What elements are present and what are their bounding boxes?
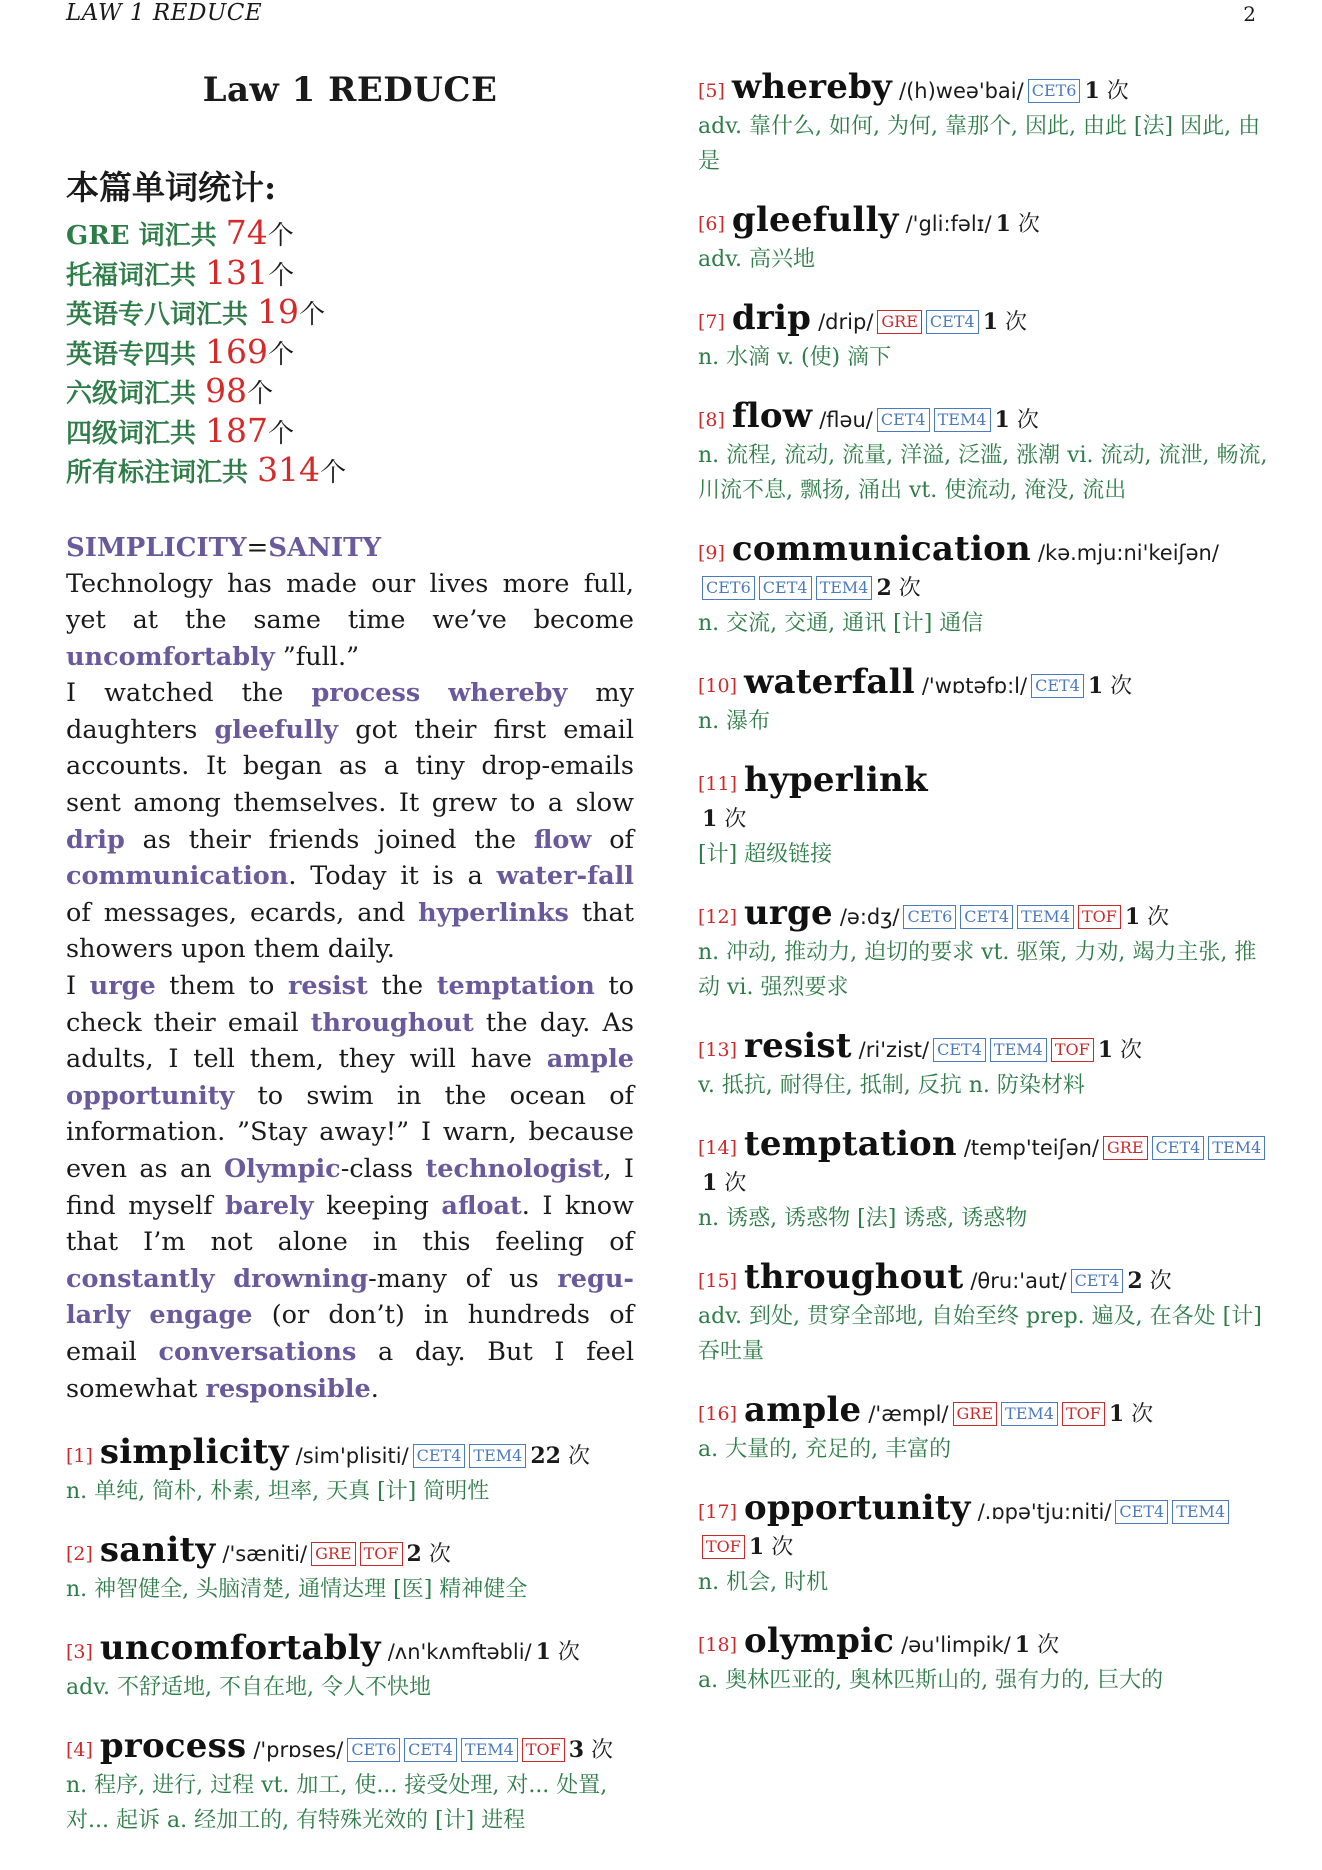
story-fragment: of — [591, 824, 634, 855]
vocab-entry-head — [698, 298, 1270, 340]
exam-tag: CET6 — [347, 1738, 400, 1762]
entry-pronunciation: /ʌn'kʌmftəbli/ — [387, 1640, 532, 1665]
story-fragment: as their friends joined the — [124, 824, 534, 855]
vocab-entry — [698, 529, 1270, 641]
story-fragment: to swim in the ocean of information. ”Stay away!” I warn, because even as an — [66, 1080, 634, 1184]
entry-definition: n. 水滴 v. (使) 滴下 — [698, 345, 892, 370]
exam-tag: CET4 — [960, 905, 1013, 929]
stat-line — [66, 331, 634, 374]
entry-definition: n. 神智健全, 头脑清楚, 通情达理 [医] 精神健全 — [66, 1577, 528, 1603]
entry-word: simplicity — [99, 1432, 289, 1473]
entry-definition: n. 机会, 时机 — [698, 1570, 829, 1595]
entry-count: 1 — [995, 211, 1011, 237]
entry-index: [2] — [66, 1543, 93, 1566]
running-head-title: LAW 1 REDUCE — [66, 0, 263, 26]
entry-index: [1] — [66, 1445, 93, 1468]
exam-tag: TEM4 — [1208, 1136, 1265, 1160]
stat-label: 所有标注词汇共 — [66, 458, 258, 488]
vocab-entry-head — [698, 1390, 1270, 1432]
entry-count: 2 — [1127, 1268, 1143, 1294]
story-fragment: a day. But I feel somewhat — [66, 1336, 634, 1404]
entry-definition: [计] 超级链接 — [698, 842, 833, 867]
entry-pronunciation: /əu'limpik/ — [901, 1633, 1011, 1657]
entry-count: 1 — [748, 1534, 765, 1560]
exam-tag: TEM4 — [816, 576, 873, 600]
entry-pronunciation: /'æmpl/ — [868, 1402, 949, 1426]
story-fragment: Technology has made our lives more full, yet at the same time we’ve become — [66, 568, 634, 636]
entry-definition: n. 单纯, 简朴, 朴素, 坦率, 天真 [计] 简明性 — [66, 1479, 490, 1505]
exam-tag: TEM4 — [1172, 1500, 1229, 1524]
entry-count-unit: 次 — [724, 807, 747, 832]
entry-index: [4] — [66, 1739, 93, 1762]
entry-word: temptation — [744, 1124, 957, 1164]
entry-word: uncomfortably — [99, 1628, 381, 1669]
vocab-entry-head — [698, 200, 1270, 242]
story-fragment: I — [66, 971, 90, 1002]
vocab-entry — [698, 893, 1270, 1005]
highlighted-word: uncomfortably — [66, 641, 275, 672]
highlighted-word: conversations — [158, 1336, 357, 1367]
highlighted-word: constantly — [66, 1263, 215, 1294]
entry-pronunciation: /ə:dʒ/ — [839, 905, 900, 929]
exam-tag: CET4 — [1115, 1500, 1168, 1524]
entry-count-unit: 次 — [1147, 905, 1170, 930]
page-number: 2 — [1243, 2, 1256, 26]
entry-count-unit: 次 — [1017, 212, 1040, 237]
exam-tag: CET6 — [702, 576, 755, 600]
entry-index: [8] — [698, 409, 725, 431]
entry-count-unit: 次 — [1120, 1038, 1143, 1063]
story-fragment — [215, 1264, 234, 1294]
exam-tag: TEM4 — [461, 1738, 518, 1762]
exam-tag: TOF — [702, 1535, 745, 1559]
exam-tag: CET6 — [1028, 79, 1081, 103]
entry-index: [16] — [698, 1403, 738, 1425]
entry-count-unit: 次 — [1005, 310, 1028, 335]
story-fragment: them to — [155, 971, 288, 1002]
entry-count: 2 — [876, 575, 892, 601]
entry-pronunciation: /sim'plisiti/ — [295, 1444, 409, 1469]
highlighted-word: process — [311, 678, 421, 709]
entry-index: [7] — [698, 311, 725, 333]
stat-line — [66, 252, 634, 295]
stat-label: 英语专四共 — [66, 339, 206, 370]
highlighted-word: hyperlinks — [418, 897, 569, 928]
vocab-entry — [66, 1628, 634, 1705]
highlighted-word: responsible — [205, 1373, 371, 1404]
story-fragment: ”full.” — [274, 641, 360, 672]
stat-unit: 个 — [267, 221, 294, 251]
entry-word: throughout — [744, 1257, 964, 1297]
entry-count: 1 — [702, 806, 718, 832]
entry-count: 1 — [1014, 1632, 1031, 1658]
entry-count: 1 — [994, 407, 1010, 433]
exam-tag: TEM4 — [469, 1444, 526, 1468]
highlighted-word: ample — [546, 1044, 634, 1075]
story-fragment: . I know that I’m not alone in this feeling of — [66, 1190, 634, 1258]
vocab-entry-head — [698, 760, 1270, 837]
stat-count: 169 — [205, 331, 269, 371]
entry-definition: adv. 不舒适地, 不自在地, 令人不快地 — [66, 1675, 431, 1701]
exam-tag: CET4 — [1152, 1136, 1205, 1160]
entry-pronunciation: /temp'teiʃən/ — [963, 1136, 1099, 1160]
right-column — [698, 67, 1270, 1722]
entry-count-unit: 次 — [898, 576, 921, 601]
vocab-entry — [698, 396, 1270, 508]
highlighted-word: regu-larly — [66, 1263, 634, 1331]
vocab-entry — [698, 1026, 1270, 1103]
entry-pronunciation: /fləu/ — [819, 408, 873, 432]
entry-count: 1 — [1124, 904, 1141, 930]
entry-definition: n. 诱惑, 诱惑物 [法] 诱惑, 诱惑物 — [698, 1206, 1028, 1231]
exam-tag: TOF — [1078, 905, 1121, 929]
exam-tag: CET6 — [903, 905, 956, 929]
entry-pronunciation: /ri'zist/ — [858, 1038, 930, 1062]
exam-tag: TOF — [1062, 1402, 1105, 1426]
stat-unit: 个 — [268, 339, 295, 370]
highlighted-word: gleefully — [214, 714, 339, 745]
entry-word: opportunity — [744, 1488, 971, 1528]
stat-count: 19 — [257, 292, 300, 331]
highlighted-word: afloat — [441, 1190, 522, 1221]
story-title-part-b: SANITY — [268, 532, 382, 563]
vocab-entry-head — [698, 1257, 1270, 1299]
stat-line — [66, 373, 634, 413]
vocab-entry — [698, 1390, 1270, 1467]
entry-index: [3] — [66, 1641, 93, 1664]
entry-count-unit: 次 — [1131, 1402, 1154, 1427]
vocab-entry — [66, 1432, 634, 1509]
entry-pronunciation: /.ɒpə'tju:niti/ — [977, 1500, 1112, 1524]
vocab-entry-head — [66, 1628, 634, 1670]
entry-index: [11] — [698, 773, 738, 795]
stat-unit: 个 — [268, 418, 295, 449]
entry-count: 1 — [1097, 1037, 1114, 1063]
highlighted-word: barely — [225, 1190, 314, 1221]
highlighted-word: technologist — [425, 1154, 604, 1184]
exam-tag: TEM4 — [934, 408, 991, 432]
vocab-entry-head — [698, 1124, 1270, 1201]
stat-line — [66, 215, 634, 255]
stat-unit: 个 — [247, 379, 274, 409]
story-fragment: of messages, ecards, and — [66, 897, 419, 928]
vocab-entry-head — [698, 396, 1270, 438]
entry-definition: n. 瀑布 — [698, 709, 771, 734]
story-fragment: I watched the — [66, 678, 312, 709]
highlighted-word: whereby — [448, 678, 568, 709]
vocab-entry — [698, 1488, 1270, 1600]
exam-tag: CET4 — [404, 1738, 457, 1762]
entry-definition: n. 流程, 流动, 流量, 洋溢, 泛滥, 涨潮 vi. 流动, 流泄, 畅流, 川流不息, 飘扬, 涌出 vt. 使流动, 淹没, 流出 — [698, 443, 1268, 503]
story-fragment: my daughters — [66, 678, 634, 745]
vocab-entry-head — [66, 1432, 634, 1474]
entry-count: 1 — [1108, 1401, 1125, 1427]
story-fragment: the day. As adults, I tell them, they will have — [66, 1007, 634, 1075]
vocab-entry — [66, 1530, 634, 1607]
vocab-entry — [698, 1124, 1270, 1236]
vocab-entry-head — [66, 1726, 634, 1768]
entry-word: whereby — [731, 67, 893, 107]
stat-label: GRE 词汇共 — [66, 221, 226, 251]
exam-tag: TOF — [1051, 1038, 1094, 1062]
entry-count: 1 — [982, 309, 998, 335]
stats-list — [66, 215, 634, 492]
stat-unit: 个 — [268, 260, 295, 291]
highlighted-word: drip — [66, 824, 125, 855]
page-title: Law 1 REDUCE — [202, 70, 498, 110]
entry-count-unit: 次 — [567, 1444, 590, 1470]
stat-label: 英语专八词汇共 — [66, 300, 258, 330]
entry-word: communication — [731, 529, 1031, 569]
entry-count-unit: 次 — [724, 1171, 747, 1196]
exam-tag: TEM4 — [1017, 905, 1074, 929]
stat-count: 131 — [205, 252, 269, 292]
entry-count: 2 — [406, 1541, 422, 1568]
entry-pronunciation: /(h)weə'bai/ — [899, 79, 1024, 103]
entry-pronunciation: /kə.mju:ni'keiʃən/ — [1037, 541, 1219, 565]
vocab-entry — [698, 1257, 1270, 1369]
story-fragment: . Today it is a — [288, 861, 497, 892]
entry-index: [18] — [698, 1634, 738, 1656]
entry-count-unit: 次 — [1110, 674, 1133, 699]
entry-definition: n. 程序, 进行, 过程 vt. 加工, 使... 接受处理, 对... 处置, 对... 起诉 a. 经加工的, 有特殊光效的 [计] 进程 — [66, 1773, 608, 1834]
vocab-entry — [698, 200, 1270, 277]
entry-count-unit: 次 — [1149, 1269, 1172, 1294]
entry-count-unit: 次 — [428, 1542, 451, 1568]
exam-tag: GRE — [311, 1542, 356, 1566]
entry-word: hyperlink — [744, 760, 928, 800]
stat-count: 98 — [205, 371, 248, 410]
exam-tag: CET4 — [413, 1444, 466, 1468]
entry-definition: v. 抵抗, 耐得住, 抵制, 反抗 n. 防染材料 — [698, 1073, 1085, 1098]
stat-label: 托福词汇共 — [66, 260, 206, 291]
story-fragment: keeping — [313, 1190, 442, 1221]
entry-pronunciation: /'wɒtəfɒ:l/ — [921, 674, 1028, 698]
entry-word: drip — [731, 298, 812, 338]
entry-definition: adv. 高兴地 — [698, 247, 816, 272]
entry-count: 1 — [535, 1639, 551, 1666]
stat-count: 314 — [257, 450, 321, 489]
entry-index: [17] — [698, 1501, 738, 1523]
highlighted-word: Olympic — [223, 1154, 341, 1184]
entry-index: [9] — [698, 542, 725, 564]
highlighted-word: throughout — [310, 1007, 474, 1038]
story-fragment: to check their email — [66, 971, 634, 1038]
entry-definition: n. 交流, 交通, 通讯 [计] 通信 — [698, 611, 984, 636]
entry-pronunciation: /'prɒses/ — [253, 1738, 344, 1763]
entry-word: olympic — [744, 1621, 895, 1661]
entry-pronunciation: /θru:'aut/ — [970, 1269, 1067, 1293]
right-entry-list — [698, 67, 1270, 1698]
entry-count: 1 — [1084, 78, 1100, 104]
stat-label: 四级词汇共 — [66, 418, 206, 449]
vocab-entry — [698, 662, 1270, 739]
story-fragment: -many of us — [368, 1263, 558, 1294]
entry-count-unit: 次 — [771, 1535, 794, 1560]
highlighted-word: engage — [149, 1300, 253, 1331]
vocab-entry-head — [66, 1530, 634, 1572]
vocab-entry — [698, 760, 1270, 872]
vocab-entry-head — [698, 662, 1270, 704]
story-fragment — [130, 1300, 149, 1330]
entry-word: urge — [744, 893, 833, 933]
exam-tag: GRE — [1103, 1136, 1148, 1160]
entry-definition: a. 大量的, 充足的, 丰富的 — [698, 1437, 952, 1462]
stat-count: 74 — [225, 213, 268, 252]
entry-word: resist — [744, 1026, 852, 1066]
story-fragment: (or don’t) in hundreds of email — [66, 1300, 634, 1367]
vocab-entry-head — [698, 893, 1270, 935]
exam-tag: CET4 — [759, 576, 812, 600]
story-fragment: -class — [340, 1154, 426, 1184]
entry-index: [10] — [698, 675, 738, 697]
entry-count: 22 — [530, 1443, 561, 1470]
entry-count-unit: 次 — [557, 1640, 580, 1666]
vocab-entry — [698, 1621, 1270, 1698]
entry-pronunciation: /'gli:fəlɪ/ — [905, 212, 992, 236]
entry-index: [14] — [698, 1137, 738, 1159]
exam-tag: TOF — [360, 1542, 403, 1566]
entry-word: gleefully — [731, 200, 899, 240]
vocab-entry — [66, 1726, 634, 1838]
exam-tag: CET4 — [1071, 1269, 1124, 1293]
highlighted-word: water-fall — [496, 861, 634, 892]
entry-definition: a. 奥林匹亚的, 奥林匹斯山的, 强有力的, 巨大的 — [698, 1668, 1164, 1693]
entry-pronunciation: /drip/ — [818, 310, 874, 334]
story-fragment — [420, 678, 448, 708]
entry-count-unit: 次 — [1016, 408, 1039, 433]
stat-unit: 个 — [299, 300, 326, 330]
entry-index: [5] — [698, 80, 725, 102]
story-fragment: the — [367, 971, 437, 1002]
left-entry-list — [66, 1432, 634, 1838]
exam-tag: TOF — [522, 1738, 565, 1762]
story-text — [66, 566, 634, 1408]
story-fragment: got their first email accounts. It began as a tiny drop-emails sent among themselves. It grew to a slow — [66, 714, 634, 819]
entry-pronunciation: /'sæniti/ — [222, 1542, 308, 1567]
stat-line — [66, 410, 634, 453]
story-title-part-a: SIMPLICITY — [66, 532, 247, 563]
vocab-entry — [698, 67, 1270, 179]
stat-unit: 个 — [320, 458, 347, 488]
vocab-entry-head — [698, 1488, 1270, 1565]
entry-definition: adv. 到处, 贯穿全部地, 自始至终 prep. 遍及, 在各处 [计] 吞吐量 — [698, 1304, 1262, 1364]
entry-word: ample — [744, 1390, 862, 1430]
entry-word: sanity — [99, 1530, 216, 1571]
exam-tag: TEM4 — [1001, 1402, 1058, 1426]
highlighted-word: opportunity — [66, 1080, 235, 1111]
vocab-entry-head — [698, 529, 1270, 606]
stat-count: 187 — [205, 410, 269, 450]
entry-word: flow — [731, 396, 813, 436]
entry-index: [12] — [698, 906, 738, 928]
stat-line — [66, 294, 634, 334]
stats-heading: 本篇单词统计: — [66, 168, 277, 207]
entry-definition: n. 冲动, 推动力, 迫切的要求 vt. 驱策, 力劝, 竭力主张, 推动 vi. 强烈要求 — [698, 940, 1257, 1000]
stat-line — [66, 452, 634, 492]
entry-count-unit: 次 — [591, 1738, 614, 1764]
highlighted-word: communication — [66, 861, 289, 892]
entry-count: 1 — [702, 1170, 718, 1196]
entry-count-unit: 次 — [1106, 79, 1129, 104]
exam-tag: CET4 — [926, 310, 979, 334]
entry-index: [6] — [698, 213, 725, 235]
story-fragment: , I find myself — [66, 1154, 634, 1221]
exam-tag: TEM4 — [990, 1038, 1047, 1062]
vocab-entry-head — [698, 1621, 1270, 1663]
vocab-entry-head — [698, 1026, 1270, 1068]
stat-label: 六级词汇共 — [66, 379, 206, 409]
entry-count: 1 — [1087, 673, 1104, 699]
vocab-entry-head — [698, 67, 1270, 109]
story-fragment: . — [370, 1373, 379, 1404]
exam-tag: CET4 — [933, 1038, 986, 1062]
entry-index: [15] — [698, 1270, 738, 1292]
highlighted-word: resist — [287, 971, 368, 1002]
story-title — [66, 530, 634, 566]
highlighted-word: drowning — [233, 1263, 369, 1294]
highlighted-word: temptation — [436, 971, 595, 1002]
entry-word: process — [99, 1726, 247, 1767]
story-fragment: that showers upon them daily. — [66, 897, 634, 965]
story-title-eq: = — [246, 532, 269, 563]
vocab-entry — [698, 298, 1270, 375]
highlighted-word: urge — [89, 971, 156, 1002]
exam-tag: GRE — [877, 310, 922, 334]
entry-word: waterfall — [744, 662, 915, 702]
entry-definition: adv. 靠什么, 如何, 为何, 靠那个, 因此, 由此 [法] 因此, 由是 — [698, 114, 1261, 174]
entry-index: [13] — [698, 1039, 738, 1061]
exam-tag: CET4 — [877, 408, 930, 432]
entry-count-unit: 次 — [1037, 1633, 1060, 1658]
entry-count: 3 — [568, 1737, 585, 1764]
highlighted-word: flow — [533, 824, 592, 855]
exam-tag: CET4 — [1031, 674, 1084, 698]
left-column — [66, 70, 634, 1862]
exam-tag: GRE — [953, 1402, 998, 1426]
